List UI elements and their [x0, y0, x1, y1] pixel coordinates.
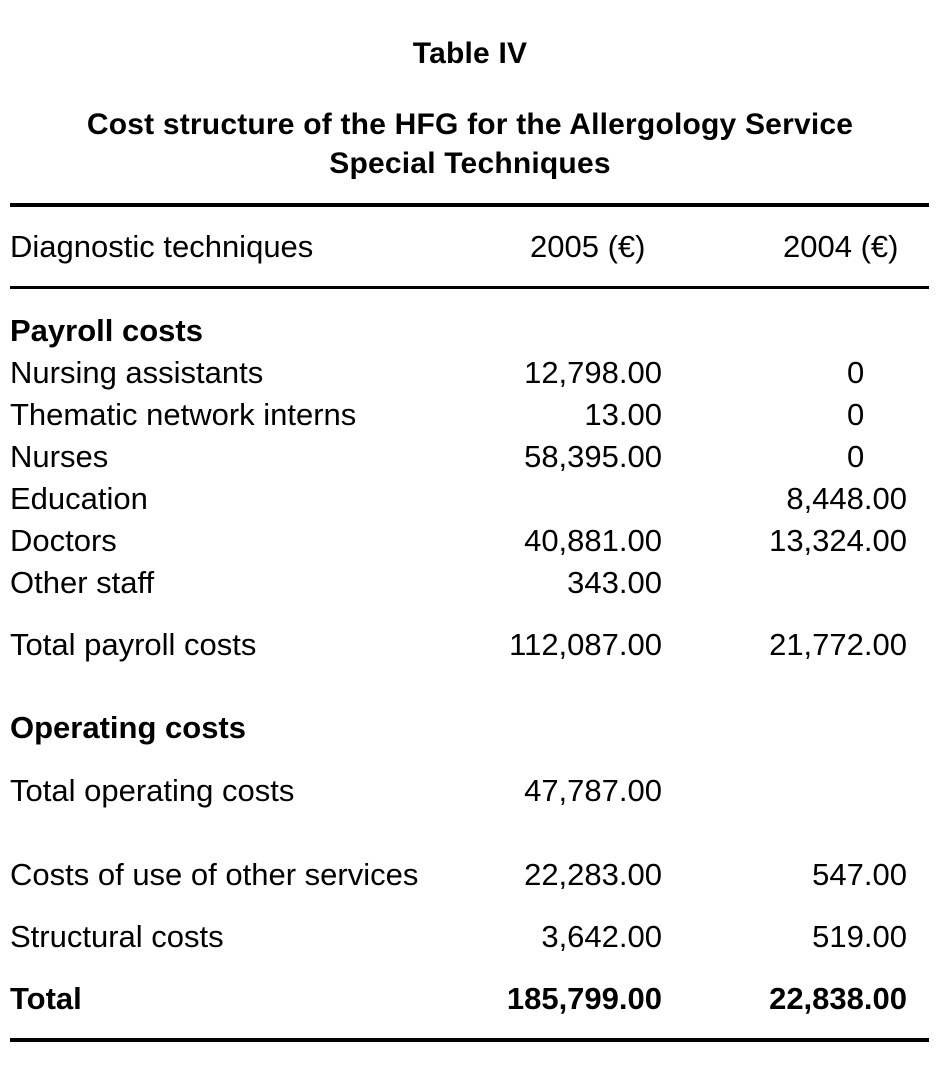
column-header-2005: 2005 (€) — [530, 229, 646, 264]
row-label-total-operating: Total operating costs — [10, 773, 295, 808]
row-label: Nurses — [10, 439, 109, 474]
row-value-2004: 0 — [847, 397, 865, 432]
section-heading-operating: Operating costs — [10, 710, 246, 745]
row-value-2005: 40,881.00 — [524, 523, 662, 558]
grand-total-label: Total — [10, 981, 82, 1016]
row-value-2005: 12,798.00 — [524, 355, 662, 390]
row-value-2004: 13,324.00 — [769, 523, 907, 558]
column-header-2004: 2004 (€) — [783, 229, 899, 264]
row-label: Structural costs — [10, 919, 224, 954]
row-label: Education — [10, 481, 148, 516]
row-value-2004: 519.00 — [812, 919, 907, 954]
row-value-2005: 47,787.00 — [524, 773, 662, 808]
table-title — [0, 105, 940, 183]
row-value-2004: 8,448.00 — [786, 481, 907, 516]
bottom-rule — [10, 1038, 929, 1042]
row-value-2004: 547.00 — [812, 857, 907, 892]
top-rule — [10, 203, 929, 207]
row-value-2005: 3,642.00 — [541, 919, 662, 954]
row-label: Doctors — [10, 523, 117, 558]
header-rule — [10, 286, 929, 289]
table-label: Table IV — [412, 37, 528, 70]
row-value-2004: 0 — [847, 355, 865, 390]
row-label: Costs of use of other services — [10, 857, 419, 892]
row-value-2005: 112,087.00 — [509, 627, 662, 662]
row-label: Thematic network interns — [10, 397, 357, 432]
row-value-2005: 58,395.00 — [524, 439, 662, 474]
row-value-2005: 22,283.00 — [524, 857, 662, 892]
row-value-2005: 13.00 — [584, 397, 662, 432]
row-value-2005: 343.00 — [567, 565, 662, 600]
row-value-2004: 21,772.00 — [769, 627, 907, 662]
row-value-2004: 0 — [847, 439, 865, 474]
row-label-total-payroll: Total payroll costs — [10, 627, 257, 662]
row-label: Nursing assistants — [10, 355, 264, 390]
column-header-label: Diagnostic techniques — [10, 229, 314, 264]
grand-total-2005: 185,799.00 — [506, 981, 662, 1016]
section-heading-payroll: Payroll costs — [10, 313, 203, 348]
row-label: Other staff — [10, 565, 155, 600]
grand-total-2004: 22,838.00 — [769, 981, 907, 1016]
table-title-line-2: Special Techniques — [329, 147, 611, 180]
table-title-line-1: Cost structure of the HFG for the Allergology Service — [86, 108, 854, 141]
